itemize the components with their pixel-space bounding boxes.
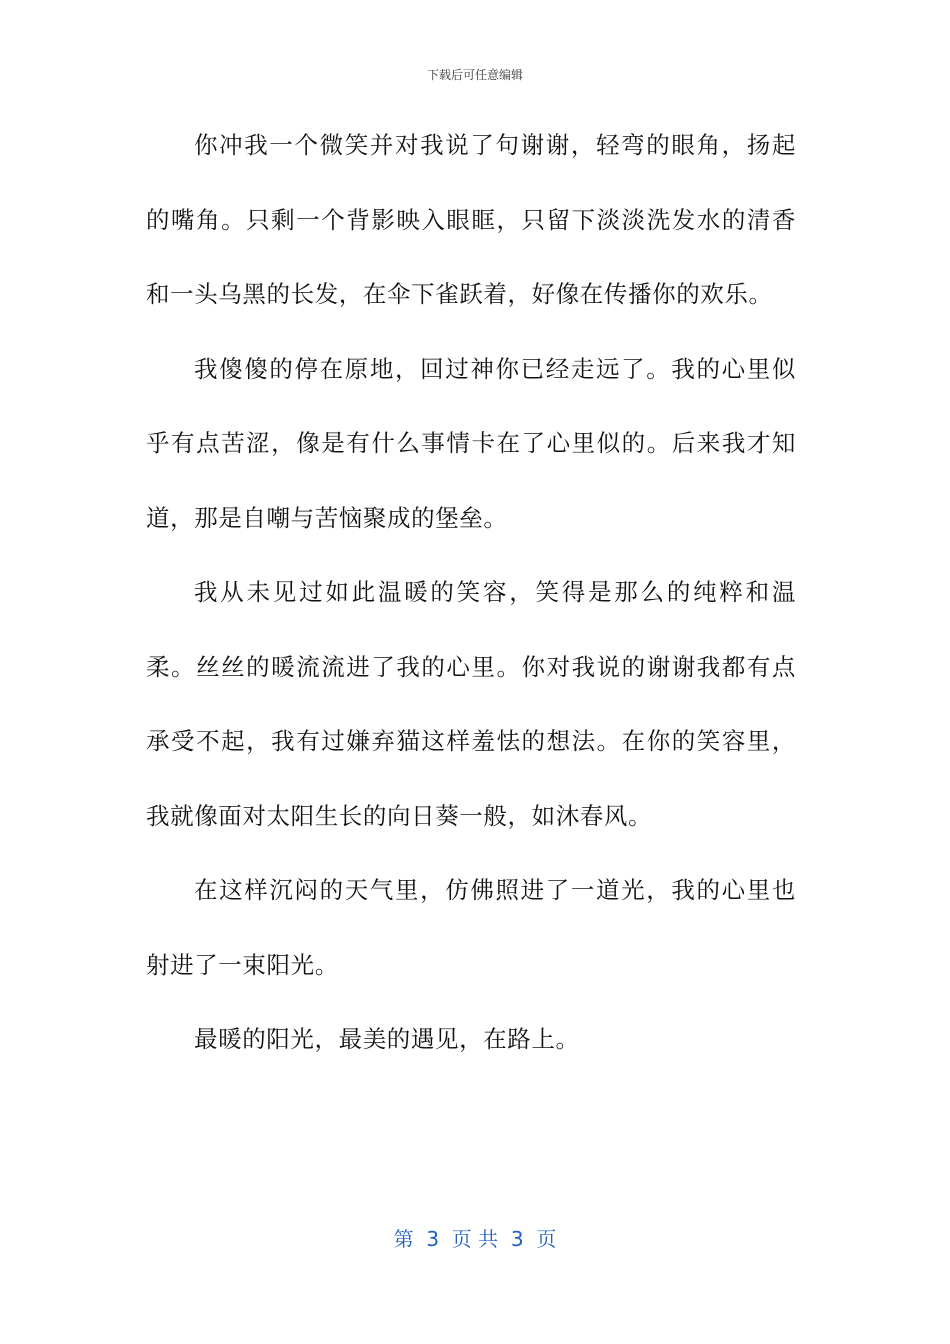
- paragraph-3: 我从未见过如此温暖的笑容，笑得是那么的纯粹和温柔。丝丝的暖流流进了我的心里。你对我说的谢谢我都有点承受不起，我有过嫌弃猫这样羞怯的想法。在你的笑容里，我就像面对太阳生长的向日葵一般，如沐春风。: [146, 578, 796, 830]
- header-note: 下载后可任意编辑: [426, 68, 523, 82]
- document-body: [146, 108, 796, 1077]
- paragraph-2: 我傻傻的停在原地，回过神你已经走远了。我的心里似乎有点苦涩，像是有什么事情卡在了心里似的。后来我才知道，那是自嘲与苦恼聚成的堡垒。: [146, 354, 796, 532]
- paragraph-1: 你冲我一个微笑并对我说了句谢谢，轻弯的眼角，扬起的嘴角。只剩一个背影映入眼眶，只留下淡淡洗发水的清香和一头乌黑的长发，在伞下雀跃着，好像在传播你的欢乐。: [146, 131, 796, 308]
- page-number: 第 3 页 共 3 页: [393, 1227, 557, 1251]
- paragraph-4: 在这样沉闷的天气里，仿佛照进了一道光，我的心里也射进了一束阳光。: [146, 876, 796, 979]
- paragraph-5: 最暖的阳光，最美的遇见，在路上。: [194, 1025, 580, 1053]
